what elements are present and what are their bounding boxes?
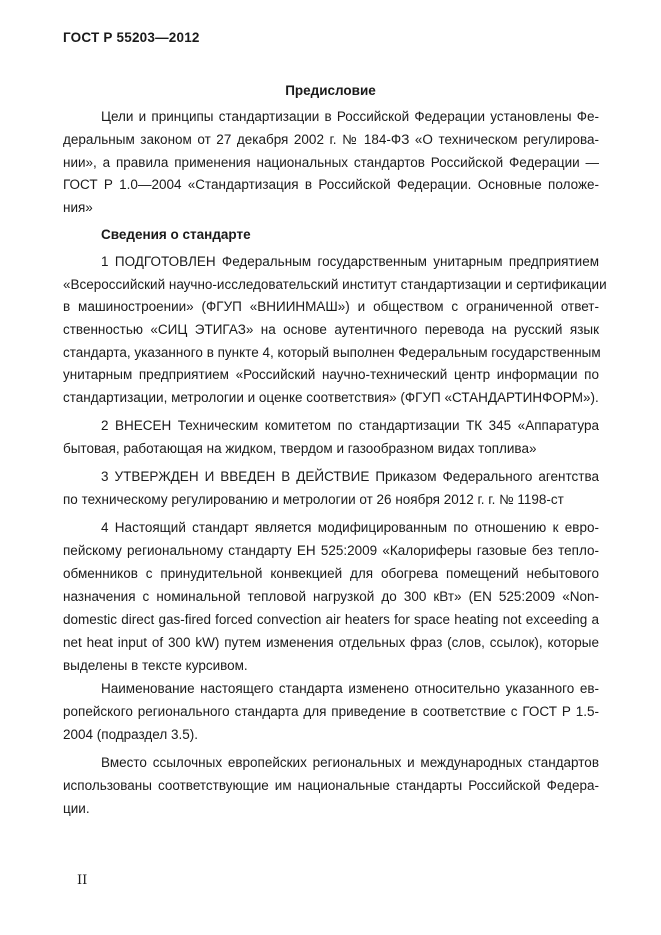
- text-line: 1 ПОДГОТОВЛЕН Федеральным государственным унитарным предприятием: [101, 254, 599, 269]
- text-line: ГОСТ Р 1.0—2004 «Стандартизация в Российской Федерации. Основные положе-: [63, 177, 599, 192]
- text-line: бытовая, работающая на жидком, твердом и газообразном видах топлива»: [63, 441, 537, 456]
- text-line: 2004 (подраздел 3.5).: [63, 727, 199, 742]
- text-line: domestic direct gas-fired forced convection air heaters for space heating not exceeding a: [63, 612, 599, 627]
- text-line: «Всероссийский научно-исследовательский институт стандартизации и сертификации: [63, 277, 607, 292]
- text-line: ния»: [63, 200, 93, 215]
- text-line: Наименование настоящего стандарта изменено относительно указанного ев-: [101, 681, 599, 696]
- text-line: по техническому регулированию и метрологии от 26 ноября 2012 г. г. № 1198-ст: [63, 492, 564, 507]
- text-line: Вместо ссылочных европейских региональных и международных стандартов: [101, 755, 599, 770]
- text-line: стандарта, указанного в пункте 4, который выполнен Федеральным государственным: [63, 345, 601, 360]
- text-line: использованы соответствующие им национальные стандарты Российской Федера-: [63, 778, 599, 793]
- text-line: 3 УТВЕРЖДЕН И ВВЕДЕН В ДЕЙСТВИЕ Приказом Федерального агентства: [101, 469, 599, 484]
- text-line: деральным законом от 27 декабря 2002 г. № 184-ФЗ «О техническом регулирова-: [63, 132, 599, 147]
- text-line: назначения с номинальной тепловой нагрузкой до 300 кВт» (EN 525:2009 «Non-: [63, 589, 599, 604]
- text-line: выделены в тексте курсивом.: [63, 658, 248, 673]
- document-header: ГОСТ Р 55203—2012: [63, 30, 200, 45]
- text-line: обменников с принудительной конвекцией для обогрева помещений небытового: [63, 566, 599, 581]
- text-line: нии», а правила применения национальных стандартов Российской Федерации —: [63, 155, 599, 170]
- text-line: в машиностроении» (ФГУП «ВНИИНМАШ») и обществом с ограниченной ответ-: [63, 299, 599, 314]
- text-line: 4 Настоящий стандарт является модифицированным по отношению к евро-: [101, 520, 599, 535]
- page-number: II: [77, 873, 88, 888]
- section-title: Предисловие: [285, 83, 376, 98]
- text-line: 2 ВНЕСЕН Техническим комитетом по стандартизации ТК 345 «Аппаратура: [101, 418, 599, 433]
- text-line: унитарным предприятием «Российский научно-технический центр информации по: [63, 367, 599, 382]
- text-line: ропейского регионального стандарта для приведение в соответствие с ГОСТ Р 1.5-: [63, 704, 599, 719]
- text-line: Цели и принципы стандартизации в Российской Федерации установлены Фе-: [101, 109, 599, 124]
- text-line: ции.: [63, 801, 90, 816]
- text-line: ственностью «СИЦ ЭТИГАЗ» на основе аутентичного перевода на русский язык: [63, 322, 599, 337]
- text-line: стандартизации, метрологии и оценке соответствия» (ФГУП «СТАНДАРТИНФОРМ»).: [63, 390, 599, 405]
- text-line: net heat input of 300 kW) путем изменения отдельных фраз (слов, ссылок), которые: [63, 635, 599, 650]
- subsection-title: Сведения о стандарте: [101, 227, 251, 242]
- text-line: пейскому региональному стандарту ЕН 525:2009 «Калориферы газовые без тепло-: [63, 543, 599, 558]
